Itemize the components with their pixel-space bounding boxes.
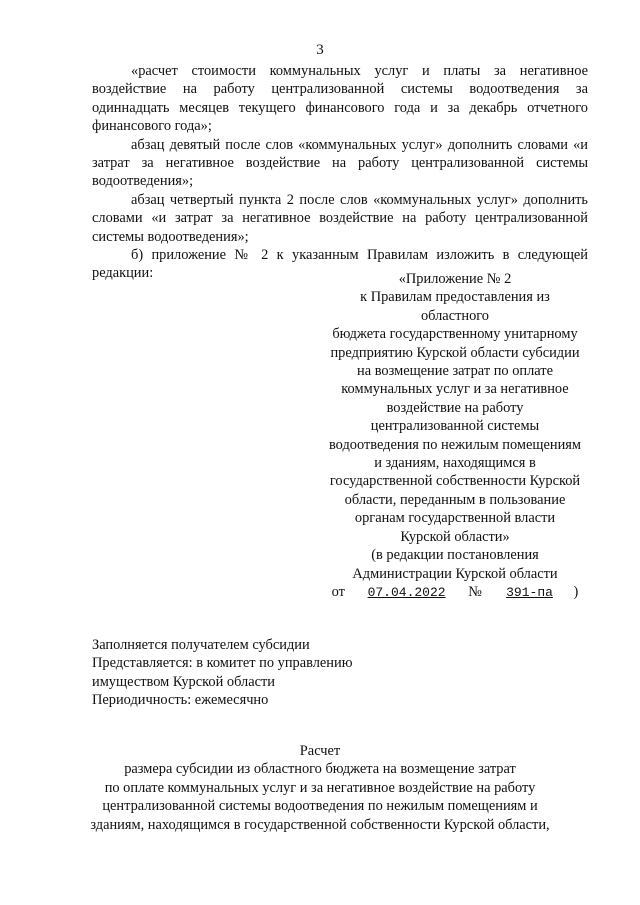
- edition-date-line: [310, 583, 600, 602]
- page-number: 3: [316, 42, 324, 58]
- filled-by: Заполняется получателем субсидии: [92, 637, 310, 653]
- number-prefix: №: [468, 583, 482, 600]
- paragraph-appendix-2-intro: б) приложение № 2 к указанным Правилам изложить в следующей редакции:: [92, 247, 588, 282]
- appendix-line: водоотведения по нежилым помещениям: [328, 436, 582, 453]
- periodicity: Периодичность: ежемесячно: [92, 692, 269, 709]
- appendix-line: (в редакции постановления: [371, 547, 539, 564]
- submitted-to-cont: имуществом Курской области: [92, 673, 275, 690]
- paragraph-ninth: абзац девятый после слов «коммунальных услуг» дополнить словами «и затрат за негативное воздействие на работу централизованной системы водоотведения»;: [92, 136, 588, 190]
- calculation-subtitle-line: размера субсидии из областного бюджета на возмещение затрат: [124, 761, 516, 778]
- paragraph-fourth-point-2: абзац четвертый пункта 2 после слов «коммунальных услуг» дополнить словами «и затрат за негативное воздействие на работу централизованной системы водоотведения»;: [92, 191, 588, 245]
- form-meta: [92, 636, 352, 710]
- appendix-line: централизованной системы: [370, 418, 540, 435]
- appendix-line: и зданиям, находящимся в: [374, 455, 536, 472]
- calculation-title: Расчет: [299, 743, 341, 759]
- date-prefix: от: [331, 583, 345, 600]
- appendix-line: областного: [420, 307, 490, 324]
- submitted-to: Представляется: в комитет по управлению: [92, 655, 353, 672]
- appendix-line: области, переданным в пользование: [344, 491, 566, 508]
- closing-paren: ): [573, 583, 579, 600]
- edition-number: 391-па: [506, 584, 553, 600]
- appendix-line: коммунальных услуг и за негативное: [341, 381, 569, 398]
- calculation-subtitle-line: по оплате коммунальных услуг и за негативное воздействие на работу: [104, 779, 536, 796]
- appendix-header: [310, 270, 600, 602]
- appendix-line: «Приложение № 2: [398, 271, 512, 287]
- amendment-text: [92, 62, 588, 283]
- paragraph-calculation-cost: «расчет стоимости коммунальных услуг и платы за негативное воздействие на работу централизованной системы водоотведения за одиннадцать месяцев текущего финансового года и за декабрь отчетного финансового года»;: [92, 63, 588, 135]
- appendix-line: Администрации Курской области: [352, 565, 558, 582]
- appendix-line: к Правилам предоставления из: [360, 289, 550, 306]
- appendix-line: органам государственной власти: [354, 510, 556, 527]
- appendix-line: воздействие на работу: [386, 399, 524, 416]
- calculation-subtitle-line: централизованной системы водоотведения по нежилым помещениям и: [102, 798, 538, 815]
- appendix-line: предприятию Курской области субсидии: [330, 344, 580, 361]
- appendix-line: государственной собственности Курской: [329, 473, 581, 490]
- appendix-line: на возмещение затрат по оплате: [357, 363, 553, 380]
- appendix-line: Курской области»: [400, 528, 510, 545]
- appendix-line: бюджета государственному унитарному: [332, 326, 578, 343]
- calculation-heading: [0, 742, 640, 834]
- edition-date: 07.04.2022: [367, 584, 446, 600]
- calculation-subtitle-line: зданиям, находящимся в государственной собственности Курской области,: [90, 816, 550, 833]
